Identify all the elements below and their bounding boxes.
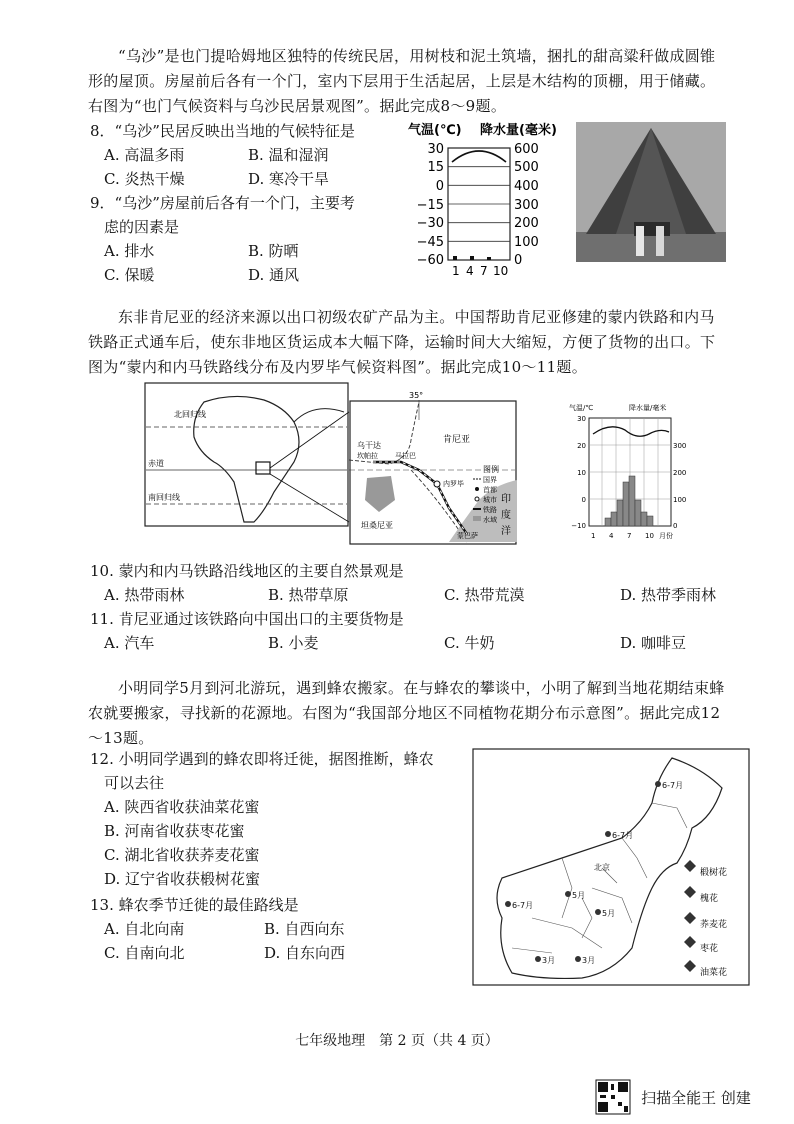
q9-option-c: C. 保暖	[104, 266, 155, 284]
temp-axis-label: 气温/℃	[569, 404, 594, 412]
month-label: 6-7月	[612, 831, 634, 840]
left-tick: 30	[427, 142, 444, 157]
right-tick: 0	[673, 522, 678, 530]
qr-code-icon	[596, 1080, 630, 1114]
legend-item: 枣花	[700, 944, 719, 954]
kenya-railway-map	[349, 391, 517, 545]
q10-option-a: A. 热带雨林	[104, 586, 185, 604]
tanzania-label: 坦桑尼亚	[361, 521, 393, 530]
x-tick: 4	[466, 264, 474, 278]
question-10: 10. 蒙内和内马铁路沿线地区的主要自然景观是	[90, 562, 404, 580]
month-label: 3月	[542, 956, 556, 965]
question-12: 12. 小明同学遇到的蜂农即将迁徙，据图推断，蜂农	[90, 750, 434, 768]
right-tick: 500	[514, 160, 539, 175]
precip-bar	[611, 512, 617, 526]
question-9-cont: 虑的因素是	[104, 218, 180, 236]
left-tick: −15	[416, 198, 444, 213]
q8-option-b: B. 温和湿润	[248, 146, 329, 164]
temperature-curve	[593, 427, 669, 436]
legend-title: 图例	[483, 465, 499, 474]
wusha-house-photo	[576, 122, 726, 262]
x-tick: 1	[591, 532, 596, 540]
right-tick: 0	[514, 253, 523, 268]
q10-option-b: B. 热带草原	[268, 586, 349, 604]
intro-passage-2: 东非肯尼亚的经济来源以出口初级农矿产品为主。中国帮助肯尼亚修建的蒙内铁路和内马铁路正式通车后，使东非地区货运成本大幅下降，运输时间大大缩短，方便了货物的出口。下图为“蒙内和内马铁路线分布及内罗毕气候资料图”。据此完成10～11题。	[88, 308, 716, 376]
brand-text: 扫描全能王 创建	[641, 1088, 751, 1107]
right-tick: 200	[514, 216, 539, 231]
yemen-climate-chart	[400, 120, 570, 280]
q12-option-b: B. 河南省收获枣花蜜	[104, 822, 245, 840]
capital-label: 坎帕拉	[357, 452, 378, 460]
precip-bar	[617, 500, 623, 526]
x-tick: 7	[627, 532, 632, 540]
precip-bar	[647, 516, 653, 526]
q8-option-c: C. 炎热干燥	[104, 170, 185, 188]
left-tick: −10	[571, 522, 586, 530]
month-label: 3月	[582, 956, 596, 965]
left-tick: −30	[416, 216, 444, 231]
x-tick: 10	[645, 532, 654, 540]
left-tick: 10	[577, 469, 586, 477]
legend-item: 油菜花	[700, 968, 728, 978]
nairobi-label: 内罗毕	[443, 480, 464, 488]
precip-bar	[605, 518, 611, 526]
left-tick: 0	[435, 179, 444, 194]
left-tick: −60	[416, 253, 444, 268]
legend-item: 椴树花	[700, 868, 728, 878]
month-label: 6-7月	[512, 901, 534, 910]
x-tick: 10	[493, 264, 509, 278]
right-tick: 400	[514, 179, 539, 194]
legend-item: 荞麦花	[700, 920, 728, 930]
left-tick: 30	[577, 415, 586, 423]
x-tick: 7	[480, 264, 488, 278]
left-tick: 15	[427, 160, 444, 175]
q13-option-a: A. 自北向南	[104, 920, 185, 938]
q13-option-d: D. 自东向西	[264, 944, 346, 962]
q11-option-d: D. 咖啡豆	[620, 634, 687, 652]
legend-item: 城市	[483, 496, 497, 504]
q12-option-a: A. 陕西省收获油菜花蜜	[104, 798, 260, 816]
q9-option-d: D. 通风	[248, 266, 300, 284]
question-8: 8．“乌沙”民居反映出当地的气候特征是	[90, 122, 355, 140]
month-label: 5月	[602, 909, 616, 918]
nairobi-marker	[434, 481, 440, 487]
scanner-watermark	[596, 1080, 751, 1114]
precip-bar-apr	[470, 256, 474, 260]
q13-option-c: C. 自南向北	[104, 944, 185, 962]
legend-item: 首都	[483, 486, 497, 494]
precip-bar-jul	[487, 257, 491, 260]
right-tick: 300	[514, 198, 539, 213]
x-unit: 月份	[659, 532, 673, 540]
page-footer: 七年级地理 第 2 页（共 4 页）	[295, 1033, 499, 1049]
intro-passage-3: 小明同学5月到河北游玩，遇到蜂农搬家。在与蜂农的攀谈中，小明了解到当地花期结束蜂农就要搬家，寻找新的花源地。右图为“我国部分地区不同植物花期分布示意图”。据此完成12～13题。	[88, 679, 725, 747]
left-tick: 20	[577, 442, 586, 450]
question-13: 13. 蜂农季节迁徙的最佳路线是	[90, 896, 299, 914]
beijing-label: 北京	[594, 863, 610, 872]
q11-option-a: A. 汽车	[104, 634, 155, 652]
temperature-curve	[452, 151, 506, 162]
precip-bar-jan	[453, 256, 457, 260]
temp-axis-label: 气温(℃)	[408, 123, 462, 138]
x-tick: 4	[609, 532, 614, 540]
uganda-label: 乌干达	[357, 441, 381, 450]
legend-item: 槐花	[700, 894, 719, 904]
ocean-label: 洋	[501, 526, 511, 537]
nairobi-climate-chart	[565, 400, 690, 545]
precip-axis-label: 降水量/毫米	[629, 404, 667, 412]
intro-passage-1: “乌沙”是也门提哈姆地区独特的传统民居，用树枝和泥土筑墙，捆扎的甜高粱秆做成圆锥形的屋顶。房屋前后各有一个门，室内下层用于生活起居，上层是木结构的顶棚，用于储藏。右图为“也门气候资料与乌沙民居景观图”。据此完成8～9题。	[88, 47, 716, 115]
ocean-label: 印	[501, 494, 511, 505]
q11-option-b: B. 小麦	[268, 634, 319, 652]
q8-option-d: D. 寒冷干旱	[248, 170, 330, 188]
q12-option-d: D. 辽宁省收获椴树花蜜	[104, 870, 261, 888]
right-tick: 300	[673, 442, 687, 450]
q13-option-b: B. 自西向东	[264, 920, 345, 938]
legend-item: 水域	[483, 516, 497, 524]
month-label: 5月	[572, 891, 586, 900]
q12-option-c: C. 湖北省收获荞麦花蜜	[104, 846, 260, 864]
legend-item: 铁路	[483, 506, 497, 514]
right-tick: 100	[514, 235, 539, 250]
q9-option-a: A. 排水	[104, 242, 155, 260]
mombasa-label: 蒙巴萨	[457, 532, 478, 540]
china-flowering-map	[472, 748, 750, 986]
precip-axis-label: 降水量(毫米)	[480, 123, 557, 138]
equator-label: 赤道	[148, 459, 164, 468]
kenya-label: 肯尼亚	[443, 435, 471, 445]
x-tick: 1	[452, 264, 460, 278]
longitude-label: 35°	[409, 391, 424, 400]
question-9: 9．“乌沙”房屋前后各有一个门，主要考	[90, 194, 355, 212]
question-11: 11. 肯尼亚通过该铁路向中国出口的主要货物是	[90, 610, 404, 628]
left-tick: −45	[416, 235, 444, 250]
precip-bar	[635, 500, 641, 526]
ocean-label: 度	[501, 510, 511, 521]
q10-option-c: C. 热带荒漠	[444, 586, 525, 604]
precip-bar	[629, 476, 635, 526]
q8-option-a: A. 高温多雨	[104, 146, 185, 164]
legend-item: 国界	[483, 476, 497, 484]
right-tick: 600	[514, 142, 539, 157]
month-label: 6-7月	[662, 781, 684, 790]
south-tropic-label: 南回归线	[148, 493, 180, 502]
precip-bar	[623, 482, 629, 526]
q10-option-d: D. 热带季雨林	[620, 586, 717, 604]
precip-bar	[641, 512, 647, 526]
right-tick: 100	[673, 496, 687, 504]
question-12-cont: 可以去往	[104, 774, 165, 792]
right-tick: 200	[673, 469, 687, 477]
q9-option-b: B. 防晒	[248, 242, 299, 260]
north-tropic-label: 北回归线	[174, 410, 206, 419]
malaba-label: 马拉巴	[395, 452, 416, 460]
africa-map	[144, 382, 349, 527]
left-tick: 0	[581, 496, 586, 504]
q11-option-c: C. 牛奶	[444, 634, 495, 652]
